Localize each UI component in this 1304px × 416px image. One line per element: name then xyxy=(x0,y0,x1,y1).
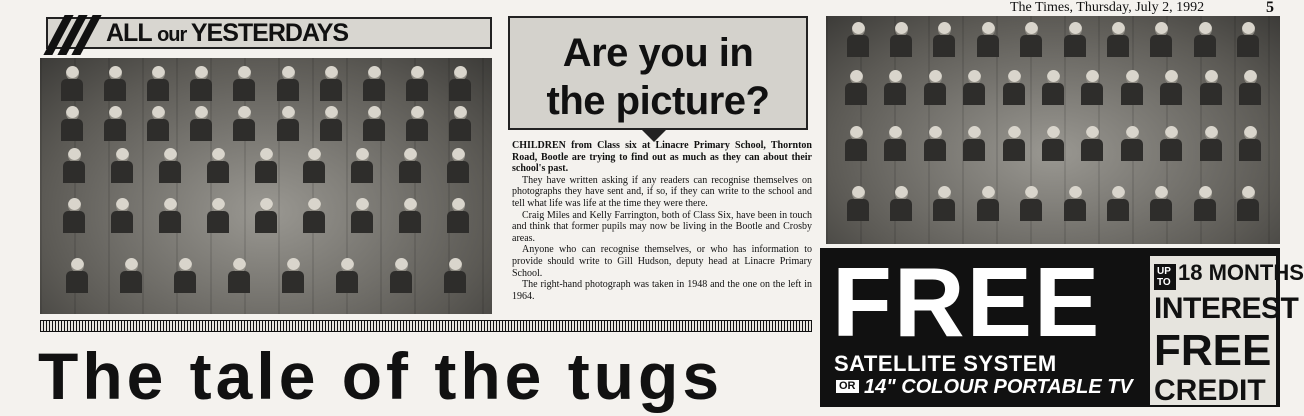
masthead xyxy=(1010,0,1280,16)
photo-row xyxy=(40,106,492,140)
photo-row xyxy=(826,22,1280,56)
photo-row xyxy=(826,186,1280,220)
article-paragraph: Anyone who can recognise themselves, or who has information to provide should write to Gill Hudson, deputy head at Linacre Primary School. xyxy=(512,244,812,279)
class-photograph-1964 xyxy=(40,58,492,314)
article-paragraph: The right-hand photograph was taken in 1948 and the one on the left in 1964. xyxy=(512,279,812,302)
article-paragraph xyxy=(512,140,812,175)
ad-free-secondary: FREE xyxy=(1154,326,1272,375)
ad-interest: INTEREST xyxy=(1154,292,1299,325)
ad-free-headline: FREE xyxy=(832,247,1102,357)
column-banner-title xyxy=(106,19,348,48)
article-body xyxy=(512,140,812,302)
article-paragraph: They have written asking if any readers can recognise themselves on photographs they have sent and, if so, if they can write to the school and tell what life was life at the time they were there. xyxy=(512,174,812,209)
ad-satellite-system: SATELLITE SYSTEM xyxy=(834,351,1057,376)
ad-up-to: UP TO xyxy=(1154,264,1176,290)
headline-box xyxy=(508,16,808,130)
class-photograph-1948 xyxy=(826,16,1280,244)
ad-months: 18 MONTHS xyxy=(1178,260,1304,285)
article-lead: CHILDREN from Class six at Linacre Primary School, Thornton Road, Bootle are trying to find out as much as they can about their school's past. xyxy=(512,140,812,175)
banner-word-our: our xyxy=(157,23,191,46)
photo-row xyxy=(826,70,1280,104)
section-separator-rule xyxy=(40,320,812,332)
bottom-headline: The tale of the tugs xyxy=(38,339,724,413)
banner-stripes-decoration xyxy=(48,19,104,47)
advertisement xyxy=(820,247,1304,407)
photo-row xyxy=(40,258,492,292)
photo-row xyxy=(40,148,492,182)
banner-word-yesterdays: YESTERDAYS xyxy=(190,18,349,47)
masthead-text: The Times, Thursday, July 2, 1992 xyxy=(1010,0,1205,15)
photo-row xyxy=(40,66,492,100)
headline-line-1: Are you in xyxy=(562,31,754,75)
ad-colour-portable-tv: 14" COLOUR PORTABLE TV xyxy=(864,376,1133,398)
article-paragraph: Craig Miles and Kelly Farrington, both of Class Six, have been in touch and think that former pupils may now be living in the Bootle and Crosby areas. xyxy=(512,209,812,244)
photo-row xyxy=(40,198,492,232)
page-number: 5 xyxy=(1266,0,1274,16)
ad-credit-panel xyxy=(1148,254,1304,407)
ad-or-label: OR xyxy=(836,380,859,393)
ad-credit: CREDIT xyxy=(1154,374,1266,407)
photo-row xyxy=(826,126,1280,160)
column-banner xyxy=(46,17,492,49)
banner-word-all: ALL xyxy=(106,18,158,47)
headline-line-2: the picture? xyxy=(546,79,770,123)
